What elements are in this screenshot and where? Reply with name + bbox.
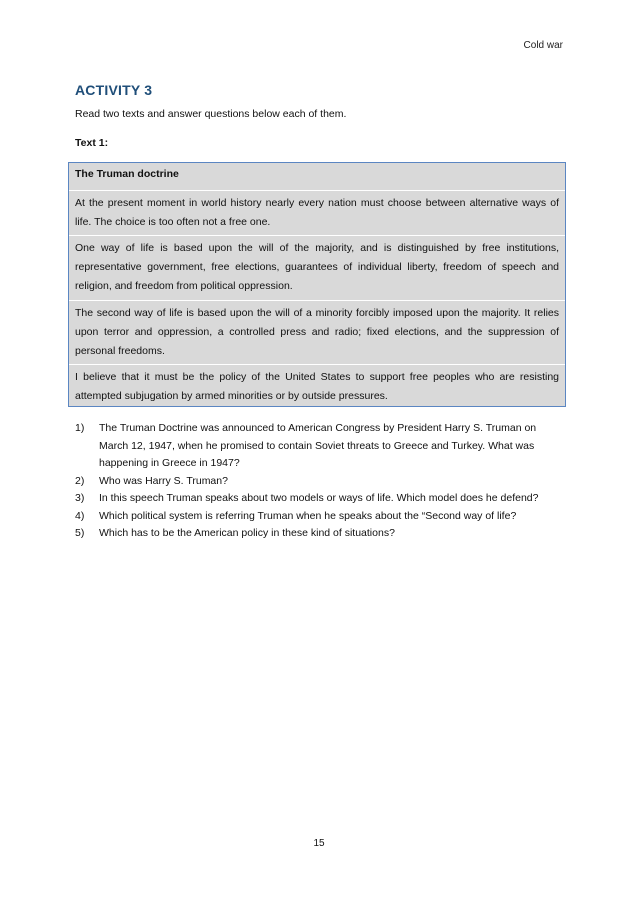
question-item — [75, 420, 565, 473]
page-number: 15 — [313, 838, 325, 849]
question-text: In this speech Truman speaks about two models or ways of life. Which model does he defend? — [99, 492, 539, 504]
question-list — [75, 420, 565, 543]
textbox-paragraph: The second way of life is based upon the will of a minority forcibly imposed upon the majority. It relies upon terror and oppression, a controlled press and radio; fixed elections, and the suppression of personal freedoms. — [69, 300, 565, 361]
question-text: Who was Harry S. Truman? — [99, 474, 228, 487]
activity-instruction: Read two texts and answer questions below each of them. — [75, 108, 347, 120]
question-text: The Truman Doctrine was announced to American Congress by President Harry S. Truman on March 12, 1947, when he promised to contain Soviet threats to Greece and Turkey. What was happening in Greece in 1947? — [99, 422, 537, 469]
running-header: Cold war — [523, 40, 563, 51]
truman-doctrine-textbox — [68, 162, 566, 407]
text-label: Text 1: — [75, 137, 109, 149]
question-text: Which political system is referring Truman when he speaks about the “Second way of life? — [99, 509, 517, 522]
textbox-paragraph: One way of life is based upon the will of the majority, and is distinguished by free institutions, representative government, free elections, guarantees of individual liberty, freedom of speech and religion, and freedom from political oppression. — [69, 235, 565, 296]
question-number: 2) — [75, 474, 85, 487]
question-number: 3) — [75, 492, 85, 504]
question-number: 1) — [75, 422, 85, 434]
question-number: 5) — [75, 527, 85, 539]
textbox-paragraph: I believe that it must be the policy of the United States to support free peoples who are resisting attempted subjugation by armed minorities or by outside pressures. — [69, 364, 565, 406]
question-item — [75, 473, 565, 491]
question-item — [75, 490, 565, 508]
question-number: 4) — [75, 509, 85, 522]
question-item — [75, 525, 565, 543]
activity-title: ACTIVITY 3 — [75, 82, 153, 98]
textbox-title: The Truman doctrine — [75, 168, 179, 180]
question-text: Which has to be the American policy in these kind of situations? — [99, 527, 395, 539]
textbox-paragraph: At the present moment in world history nearly every nation must choose between alternative ways of life. The choice is too often not a free one. — [69, 190, 565, 232]
question-item — [75, 508, 565, 526]
